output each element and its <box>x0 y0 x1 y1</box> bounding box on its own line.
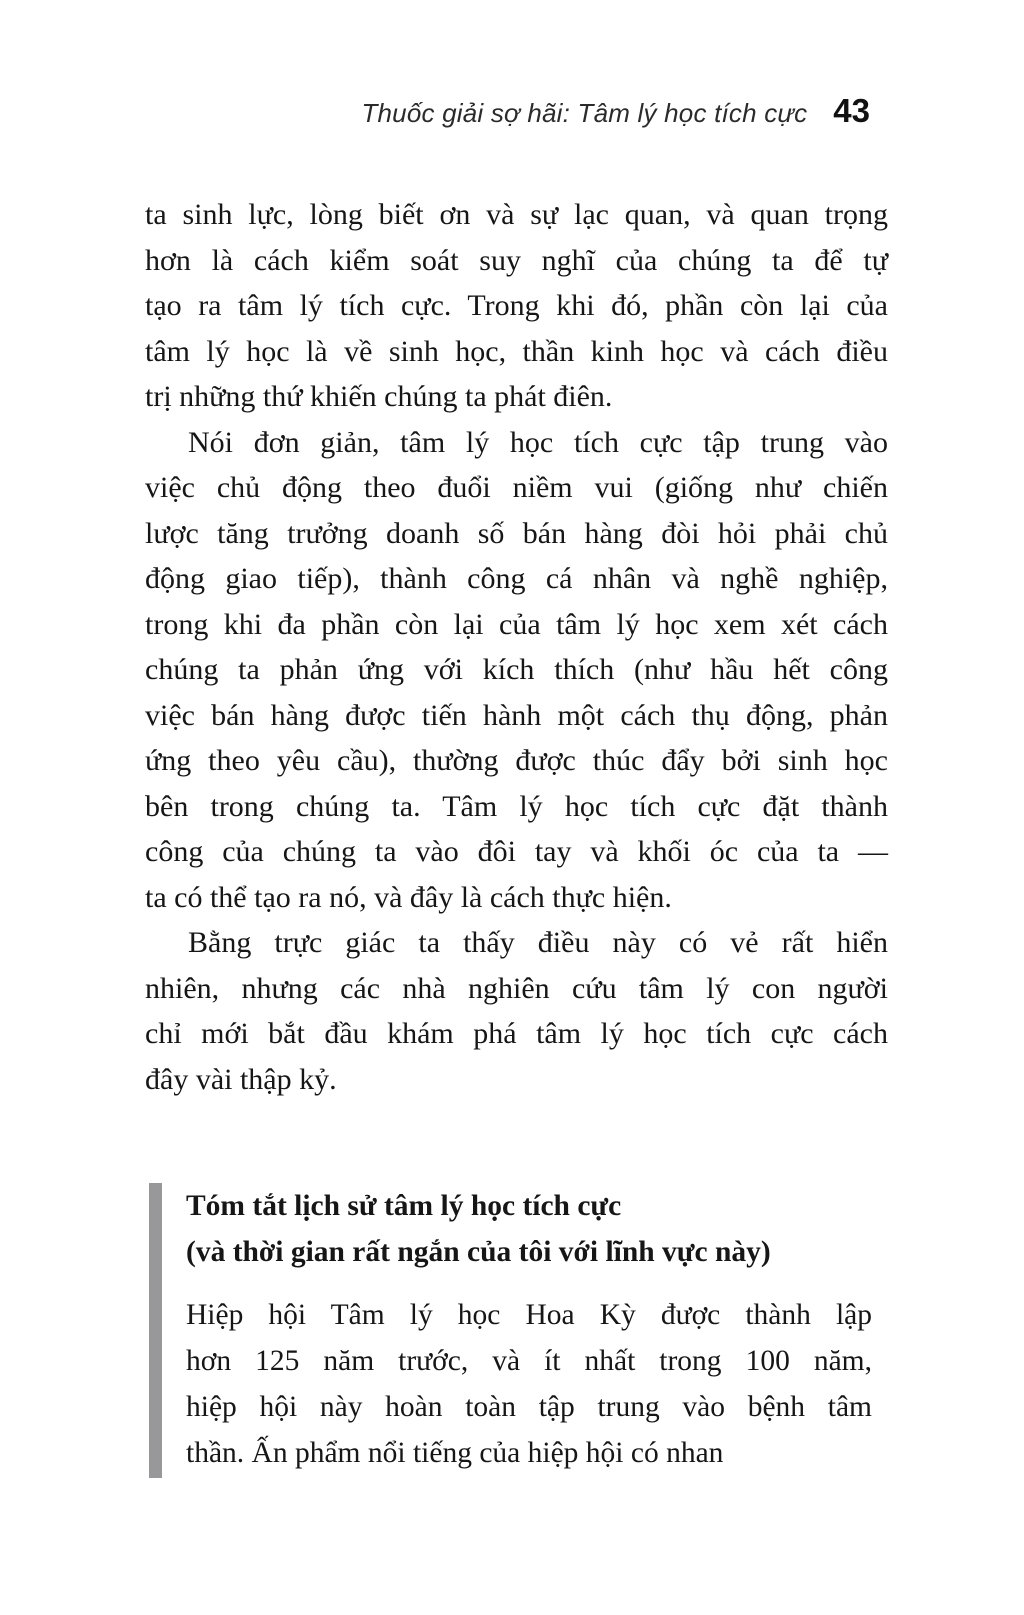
text-line: nhiên, nhưng các nhà nghiên cứu tâm lý con người <box>145 971 888 1005</box>
callout-body <box>186 1292 872 1476</box>
text-line: Bằng trực giác ta thấy điều này có vẻ rất hiển <box>188 926 888 959</box>
page-number: 43 <box>833 92 870 129</box>
text-line: tạo ra tâm lý tích cực. Trong khi đó, phần còn lại của <box>145 289 888 322</box>
text-line: trong khi đa phần còn lại của tâm lý học xem xét cách <box>145 607 888 641</box>
callout-left-bar <box>149 1183 162 1478</box>
text-line: (và thời gian rất ngắn của tôi với lĩnh vực này) <box>186 1236 771 1268</box>
text-line: bên trong chúng ta. Tâm lý học tích cực đặt thành <box>145 789 888 823</box>
paragraph <box>145 192 888 420</box>
text-line: ứng theo yêu cầu), thường được thúc đẩy bởi sinh học <box>145 744 888 777</box>
text-line: tâm lý học là về sinh học, thần kinh học và cách điều <box>145 334 888 368</box>
text-line: công của chúng ta vào đôi tay và khối óc của ta — <box>145 835 888 868</box>
paragraph <box>145 420 888 921</box>
text-line: trị những thứ khiến chúng ta phát điên. <box>145 380 613 413</box>
text-line: đây vài thập kỷ. <box>145 1062 337 1096</box>
text-line: Nói đơn giản, tâm lý học tích cực tập trung vào <box>188 425 888 459</box>
text-line: hơn là cách kiểm soát suy nghĩ của chúng ta để tự <box>145 243 888 277</box>
text-line: Tóm tắt lịch sử tâm lý học tích cực <box>186 1190 622 1222</box>
text-line: Hiệp hội Tâm lý học Hoa Kỳ được thành lập <box>186 1299 872 1331</box>
text-line: hiệp hội này hoàn toàn tập trung vào bệnh tâm <box>186 1391 872 1423</box>
callout-section <box>149 1183 874 1478</box>
text-line: lược tăng trưởng doanh số bán hàng đòi hỏi phải chủ <box>145 516 888 550</box>
text-line: chúng ta phản ứng với kích thích (như hầu hết công <box>145 653 888 686</box>
callout-heading <box>186 1183 872 1275</box>
text-line: việc chủ động theo đuổi niềm vui (giống như chiến <box>145 471 888 504</box>
paragraph <box>145 920 888 1102</box>
body-text <box>145 192 888 1102</box>
text-line: ta có thể tạo ra nó, và đây là cách thực hiện. <box>145 880 672 914</box>
text-line: động giao tiếp), thành công cá nhân và nghề nghiệp, <box>145 562 888 595</box>
callout-content <box>186 1183 872 1478</box>
text-line: việc bán hàng được tiến hành một cách thụ động, phản <box>145 698 888 732</box>
running-title: Thuốc giải sợ hãi: Tâm lý học tích cực <box>361 98 808 128</box>
text-line: chỉ mới bắt đầu khám phá tâm lý học tích cực cách <box>145 1017 888 1050</box>
running-header <box>145 92 870 130</box>
text-line: hơn 125 năm trước, và ít nhất trong 100 năm, <box>186 1345 872 1377</box>
text-line: ta sinh lực, lòng biết ơn và sự lạc quan, và quan trọng <box>145 198 888 231</box>
text-line: thần. Ấn phẩm nổi tiếng của hiệp hội có nhan <box>186 1437 724 1469</box>
